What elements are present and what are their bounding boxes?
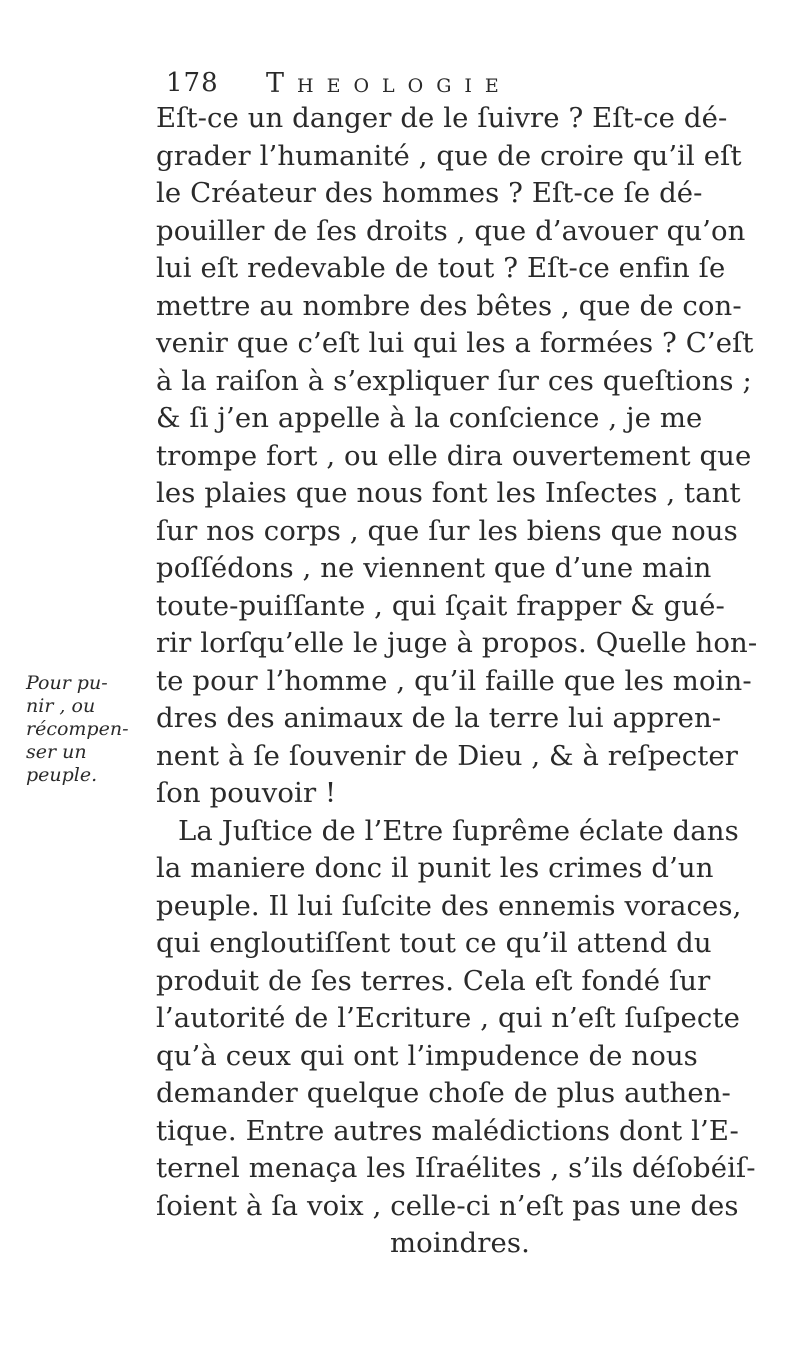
text-line: pouiller de ſes droits , que d’avouer qu’on (156, 214, 746, 247)
text-line: trompe fort , ou elle dira ouvertement que (156, 439, 752, 472)
text-line: nent à ſe ſouvenir de Dieu , & à reſpecter (156, 739, 739, 772)
text-line: & ſi j’en appelle à la conſcience , je me (156, 402, 703, 434)
text-line: demander quelque choſe de plus authen- (156, 1077, 731, 1109)
text-line: grader l’humanité , que de croire qu’il eſt (156, 139, 742, 172)
text-line: tique. Entre autres malédictions dont l’E- (156, 1114, 739, 1147)
text-line: dres des animaux de la terre lui appren- (156, 702, 722, 734)
text-line: ternel menaça les Iſraélites , s’ils déſobéiſ- (156, 1152, 756, 1184)
text-line: ſur nos corps , que ſur les biens que nous (156, 514, 738, 547)
margin-note-line: nir , ou (26, 695, 96, 717)
margin-note-line: récompen- (26, 718, 129, 740)
text-line: te pour l’homme , qu’il faille que les moin- (156, 664, 752, 697)
text-line: les plaies que nous font les Inſectes , tant (156, 477, 741, 509)
margin-note-line: peuple. (26, 764, 98, 786)
text-line: produit de ſes terres. Cela eſt fondé ſur (156, 964, 711, 997)
text-line: qui engloutiſſent tout ce qu’il attend du (156, 927, 712, 959)
text-line: ſoient à ſa voix , celle-ci n’eſt pas une des (156, 1189, 739, 1222)
text-line: mettre au nombre des bêtes , que de con- (156, 289, 742, 322)
body-text (156, 100, 800, 1263)
catchword-line: moindres. (390, 1227, 530, 1259)
text-line: l’autorité de l’Ecriture , qui n’eſt ſuſpecte (156, 1002, 740, 1034)
margin-note-line: ser un (26, 741, 87, 763)
margin-note-line: Pour pu- (26, 672, 108, 694)
running-title: Theologie (266, 68, 512, 99)
text-line: qu’à ceux qui ont l’impudence de nous (156, 1039, 698, 1072)
text-line: toute-puiſſante , qui ſçait frapper & gué- (156, 589, 725, 622)
text-line: lui eſt redevable de tout ? Eſt-ce enfin ſe (156, 252, 726, 284)
page-number: 178 (166, 68, 219, 98)
text-line: à la raiſon à s’expliquer ſur ces queſtions ; (156, 364, 752, 397)
text-line: rir lorſqu’elle le juge à propos. Quelle hon- (156, 627, 758, 659)
text-line: peuple. Il lui ſuſcite des ennemis voraces, (156, 889, 742, 922)
text-line: Eſt-ce un danger de le ſuivre ? Eſt-ce dé- (156, 102, 728, 134)
text-line: poſſédons , ne viennent que d’une main (156, 552, 712, 584)
paragraph-start-line: La Juſtice de l’Etre ſuprême éclate dans (178, 814, 739, 847)
text-line: venir que c’eſt lui qui les a formées ? C’eſt (156, 327, 754, 359)
text-line: le Créateur des hommes ? Eſt-ce ſe dé- (156, 177, 703, 209)
text-line: la maniere donc il punit les crimes d’un (156, 852, 714, 884)
margin-note (26, 672, 136, 787)
text-line: ſon pouvoir ! (156, 777, 337, 809)
